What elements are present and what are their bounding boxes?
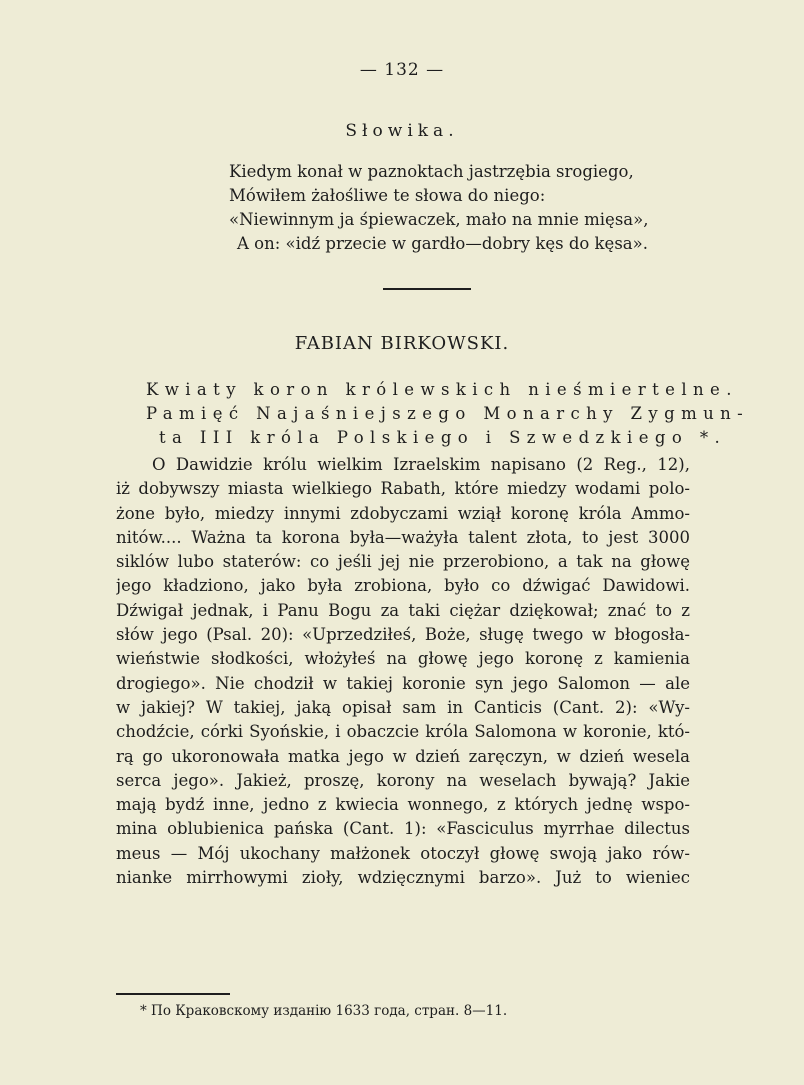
body-line: mają bydź inne, jedno z kwiecia wonnego, z których jednę wspo- (116, 795, 690, 815)
work-title (146, 378, 750, 450)
footnote-divider (116, 993, 230, 995)
poem-line: Kiedym konał w paznoktach jastrzębia srogiego, (229, 162, 634, 181)
body-line: siklów lubo staterów: co jeśli jej nie przerobiono, a tak na głowę (116, 552, 690, 572)
body-line: iż dobywszy miasta wielkiego Rabath, które miedzy wodami polo- (116, 479, 690, 499)
body-line: rą go ukoronowała matka jego w dzień zaręczyn, w dzień wesela (116, 746, 690, 766)
body-line: O Dawidzie królu wielkim Izraelskim napisano (2 Reg., 12), (152, 455, 690, 474)
body-line: słów jego (Psal. 20): «Uprzedziłeś, Boże, sługę twego w błogosła- (116, 625, 690, 645)
work-title-line: Kwiaty koron królewskich nieśmiertelne. (146, 380, 738, 399)
work-title-line: ta III króla Polskiego i Szwedzkiego *. (159, 428, 727, 447)
footnote: * По Краковскому изданію 1633 года, стран. 8—11. (140, 1003, 508, 1019)
body-line: mina oblubienica pańska (Cant. 1): «Fasciculus myrrhae dilectus (116, 819, 690, 839)
work-title-line: Pamięć Najaśniejszego Monarchy Zygmun- (146, 404, 750, 423)
page-number: — 132 — (359, 60, 445, 80)
body-line: w jakiej? W takiej, jaką opisał sam in Canticis (Cant. 2): «Wy- (116, 697, 690, 717)
poem (229, 160, 649, 256)
poem-title: Słowika. (345, 121, 459, 141)
body-line: nitów.... Ważna ta korona była—ważyła talent złota, to jest 3000 (116, 527, 690, 547)
section-divider (383, 288, 471, 290)
body-line: żone było, miedzy innymi zdobyczami wziął koronę króla Ammo- (116, 503, 690, 523)
body-line: chodźcie, córki Syońskie, i obaczcie króla Salomona w koronie, któ- (116, 722, 690, 742)
author-heading: FABIAN BIRKOWSKI. (294, 333, 510, 354)
poem-line: Mówiłem żałośliwe te słowa do niego: (229, 186, 546, 205)
body-line: wieństwie słodkości, włożyłeś na głowę jego koronę z kamienia (116, 649, 690, 669)
body-line: meus — Mój ukochany małżonek otoczył głowę swoją jako rów- (116, 843, 690, 863)
body-line: jego kładziono, jako była zrobiona, było co dźwigać Dawidowi. (116, 576, 690, 596)
poem-line: A on: «idź przecie w gardło—dobry kęs do kęsa». (237, 234, 648, 253)
body-line: drogiego». Nie chodził w takiej koronie syn jego Salomon — ale (116, 673, 690, 693)
body-line: serca jego». Jakież, proszę, korony na weselach bywają? Jakie (116, 770, 690, 790)
body-line: nianke mirrhowymi zioły, wdzięcznymi barzo». Już to wieniec (116, 868, 690, 888)
body-line: Dźwigał jednak, i Panu Bogu za taki ciężar dziękował; znać to z (116, 600, 690, 620)
body-text (116, 453, 690, 890)
poem-line: «Niewinnym ja śpiewaczek, mało na mnie mięsa», (229, 210, 649, 229)
